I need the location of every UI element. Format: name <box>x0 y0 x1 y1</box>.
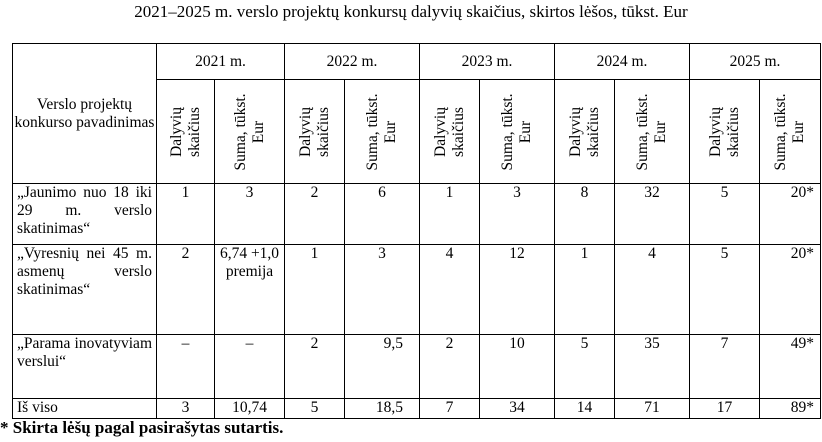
cell: 89* <box>760 399 821 419</box>
cell: 20* <box>760 184 821 245</box>
sum-header: Suma, tūkst. Eur <box>480 80 555 184</box>
table-title: 2021–2025 m. verslo projektų konkursų dalyvių skaičius, skirtos lėšos, tūkst. Eur <box>134 2 688 21</box>
cell: – <box>157 335 215 399</box>
sum-header: Suma, tūkst. Eur <box>615 80 690 184</box>
cell: 8 <box>555 184 615 245</box>
cell: 2 <box>157 245 215 335</box>
name-column-header: Verslo projektų konkurso pavadinimas <box>13 44 157 184</box>
cell: 1 <box>555 245 615 335</box>
year-header-2021: 2021 m. <box>157 44 285 80</box>
sum-header-2025: Suma, tūkst. Eur <box>760 80 821 184</box>
row-name: „Vyresnių nei 45 m. asmenų verslo skatinimas“ <box>13 245 157 335</box>
row-name: „Parama inovatyviam verslui“ <box>13 335 157 399</box>
footnote: * Skirta lėšų pagal pasirašytas sutartis. <box>0 418 284 437</box>
cell: 3 <box>157 399 215 419</box>
cell: 14 <box>555 399 615 419</box>
year-header-2023: 2023 m. <box>420 44 555 80</box>
year-header-2022: 2022 m. <box>285 44 420 80</box>
row-name: Iš viso <box>13 399 157 419</box>
table-row <box>13 335 821 399</box>
table-row-total <box>13 399 821 419</box>
cell: 7 <box>420 399 480 419</box>
cell: 5 <box>690 245 760 335</box>
cell: 6,74 +1,0 premija <box>215 245 285 335</box>
cell: 7 <box>690 335 760 399</box>
participants-header: Dalyvių skaičius <box>420 80 480 184</box>
sum-header: Suma, tūkst. Eur <box>345 80 420 184</box>
year-header-2024: 2024 m. <box>555 44 690 80</box>
row-name: „Jaunimo nuo 18 iki 29 m. verslo skatinimas“ <box>13 184 157 245</box>
table-row <box>13 245 821 335</box>
cell: 2 <box>285 184 345 245</box>
cell: 6 <box>345 184 420 245</box>
year-header-2025: 2025 m. <box>690 44 821 80</box>
cell: 1 <box>157 184 215 245</box>
cell: 49* <box>760 335 821 399</box>
cell: 4 <box>615 245 690 335</box>
cell: 1 <box>285 245 345 335</box>
cell: 2 <box>285 335 345 399</box>
sum-header: Suma, tūkst. Eur <box>215 80 285 184</box>
cell: 5 <box>555 335 615 399</box>
cell: 10 <box>480 335 555 399</box>
cell: 12 <box>480 245 555 335</box>
cell: 32 <box>615 184 690 245</box>
participants-header: Dalyvių skaičius <box>285 80 345 184</box>
participants-header: Dalyvių skaičius <box>157 80 215 184</box>
cell: 1 <box>420 184 480 245</box>
cell: 71 <box>615 399 690 419</box>
cell: 20* <box>760 245 821 335</box>
table-row <box>13 184 821 245</box>
cell: 4 <box>420 245 480 335</box>
cell: 5 <box>285 399 345 419</box>
cell: 3 <box>215 184 285 245</box>
cell: 2 <box>420 335 480 399</box>
cell: 5 <box>690 184 760 245</box>
cell: 18,5 <box>345 399 420 419</box>
projects-table <box>12 43 821 419</box>
cell: 34 <box>480 399 555 419</box>
cell: 17 <box>690 399 760 419</box>
cell: 9,5 <box>345 335 420 399</box>
cell: 3 <box>345 245 420 335</box>
cell: 35 <box>615 335 690 399</box>
cell: – <box>215 335 285 399</box>
participants-header: Dalyvių skaičius <box>555 80 615 184</box>
cell: 10,74 <box>215 399 285 419</box>
cell: 3 <box>480 184 555 245</box>
participants-header: Dalyvių skaičius <box>690 80 760 184</box>
